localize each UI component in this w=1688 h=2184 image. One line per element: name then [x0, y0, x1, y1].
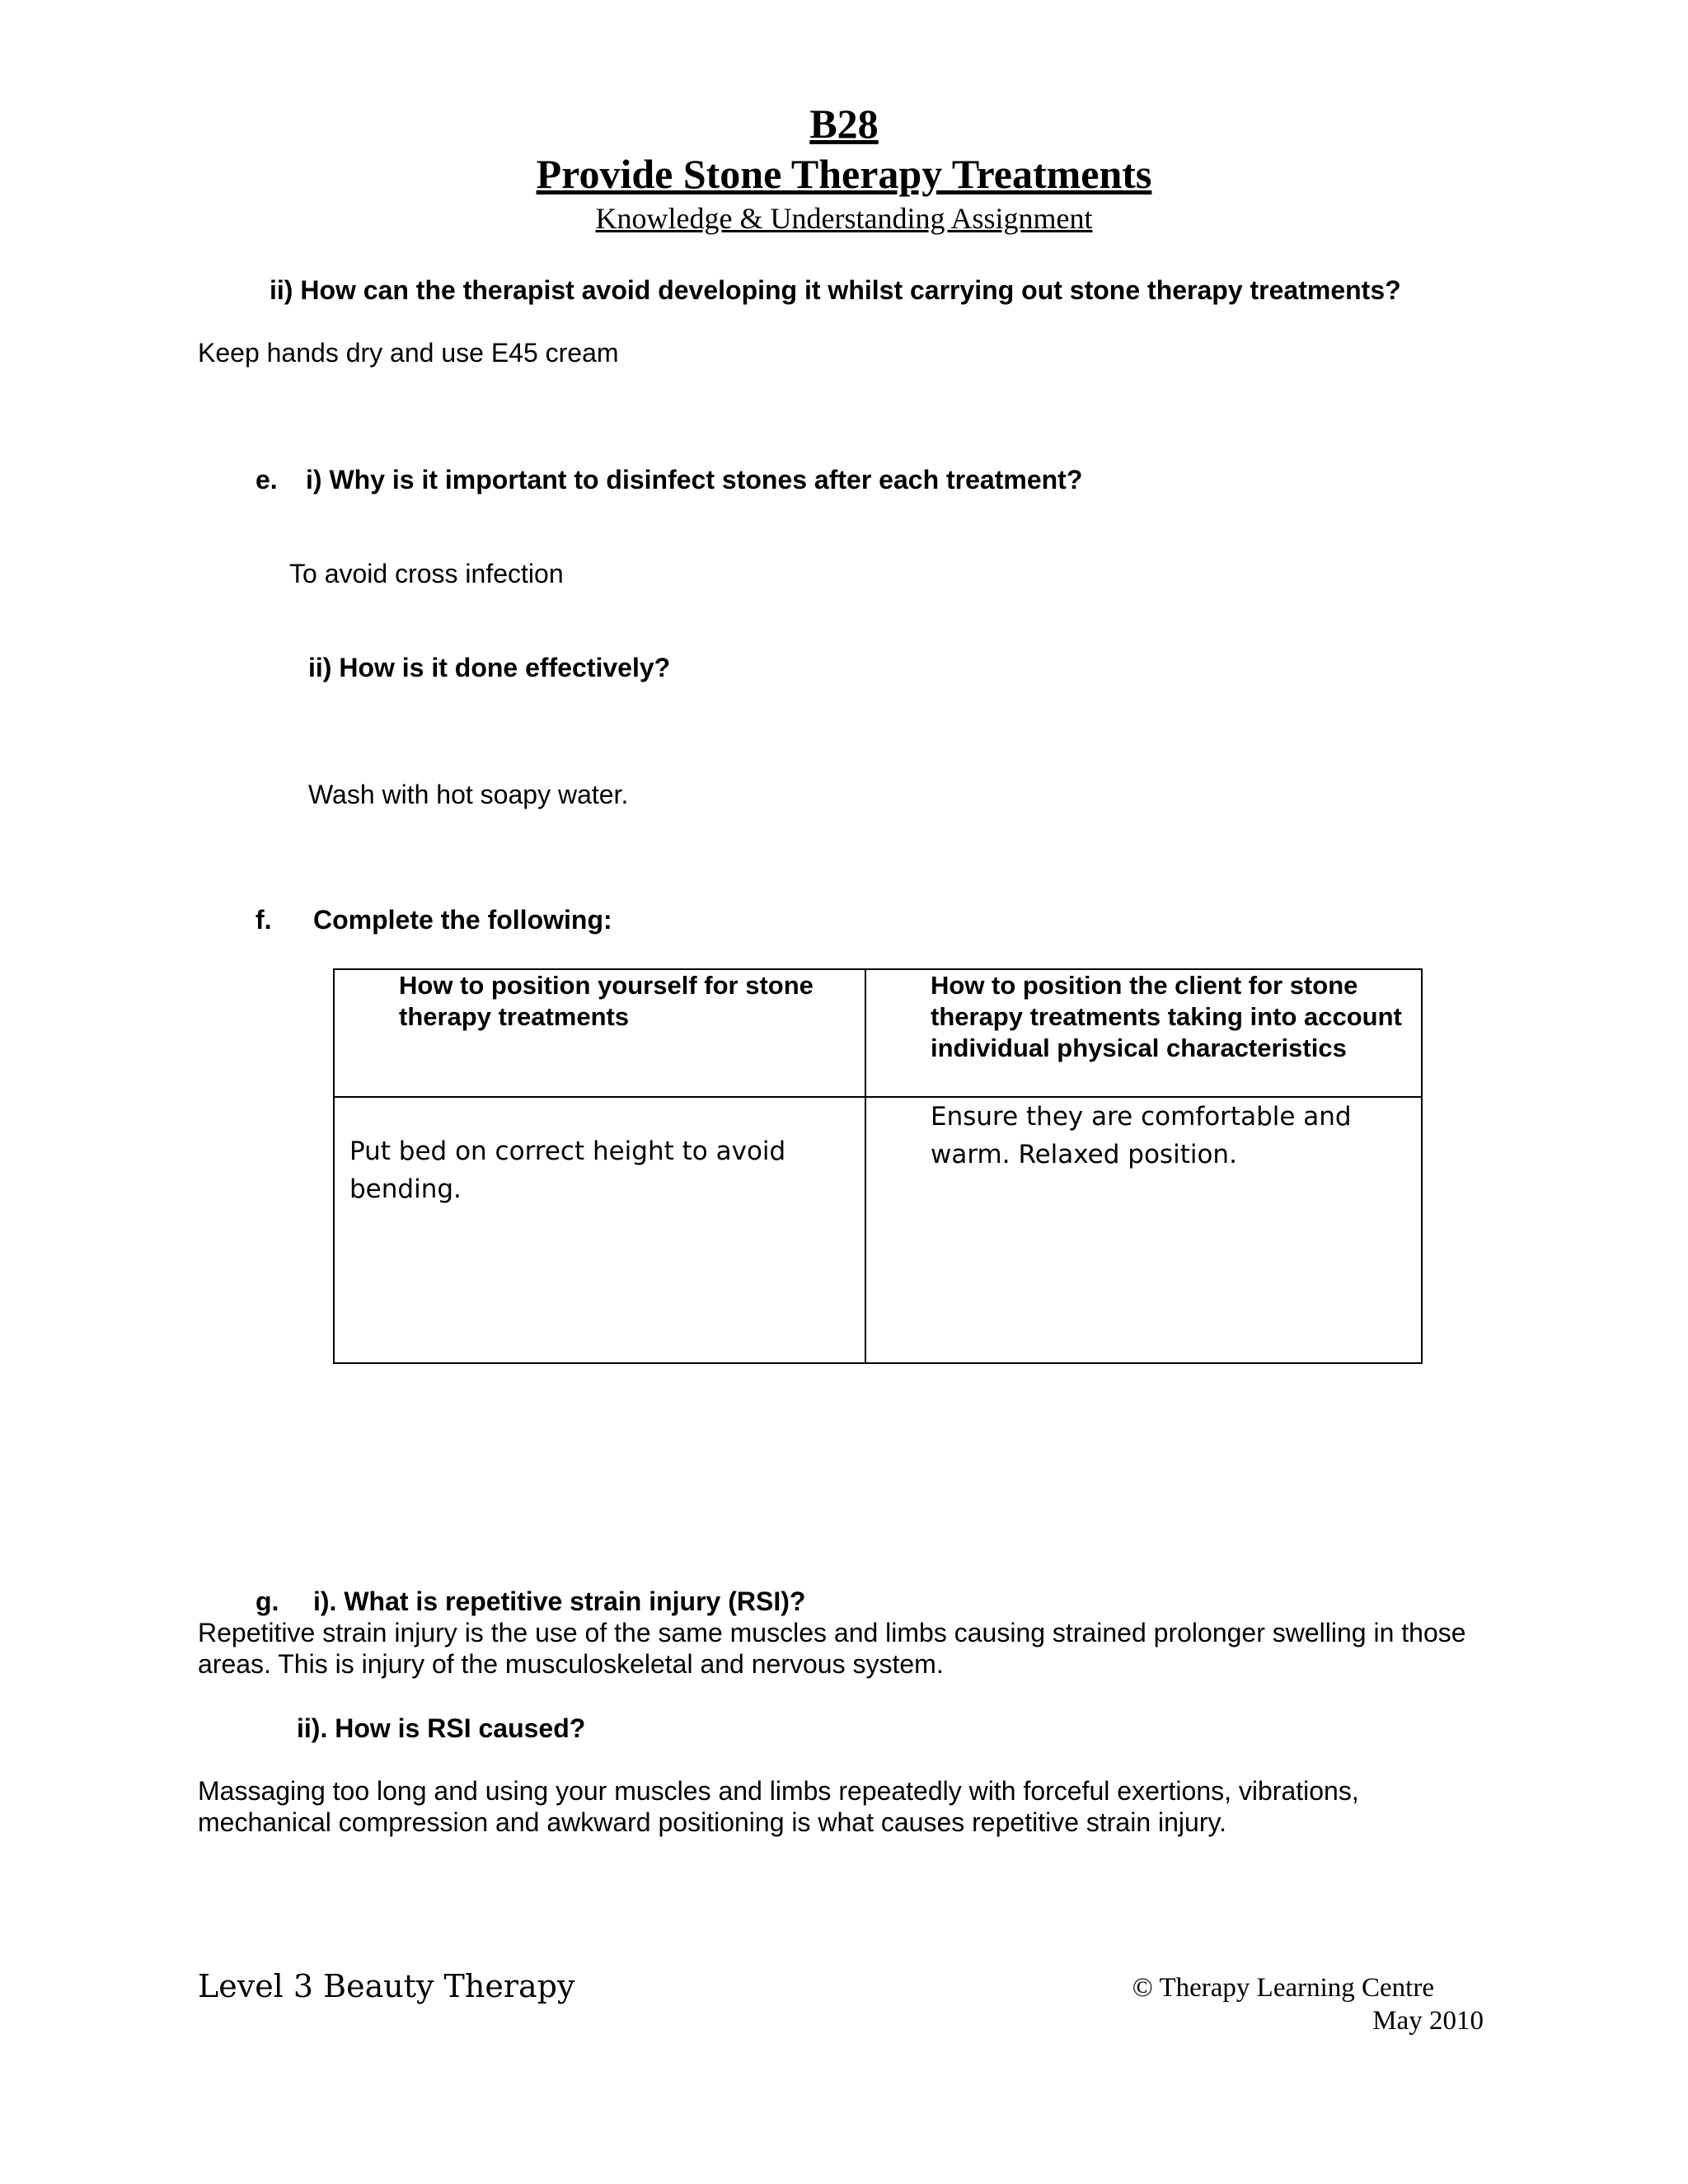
answer-client-positioning: Ensure they are comfortable and warm. Relaxed position.	[931, 1102, 1352, 1169]
answer-g-ii: Massaging too long and using your muscles and limbs repeatedly with forceful exertions, vibrations, mechanical compression and awkward positioning is what causes repetitive strain injury.	[198, 1776, 1359, 1837]
question-f-letter: f.	[256, 905, 272, 935]
answer-self-positioning: Put bed on correct height to avoid bending.	[349, 1137, 786, 1204]
question-g-letter: g.	[256, 1586, 279, 1616]
question-g-i: i). What is repetitive strain injury (RSI)?	[313, 1586, 806, 1616]
footer-course: Level 3 Beauty Therapy	[198, 1968, 575, 2004]
table-header-row	[334, 969, 1422, 1097]
answer-e-i: To avoid cross infection	[289, 559, 564, 588]
footer-date: May 2010	[1372, 2006, 1484, 2036]
question-d-ii: ii) How can the therapist avoid developing it whilst carrying out stone therapy treatments?	[270, 275, 1401, 305]
question-e-letter: e.	[256, 465, 278, 494]
document-code: B28	[809, 101, 879, 147]
table-header-cell	[334, 969, 865, 1097]
table-cell	[865, 1097, 1422, 1363]
table-row	[334, 1097, 1422, 1363]
answer-e-ii: Wash with hot soapy water.	[308, 780, 629, 809]
answer-d-ii: Keep hands dry and use E45 cream	[198, 338, 619, 368]
question-e-i: i) Why is it important to disinfect stones after each treatment?	[306, 465, 1083, 494]
document-title: Provide Stone Therapy Treatments	[536, 151, 1152, 197]
positioning-table	[333, 968, 1423, 1364]
document-subtitle: Knowledge & Understanding Assignment	[595, 202, 1093, 235]
answer-g-i: Repetitive strain injury is the use of the same muscles and limbs causing strained prolonger swelling in those areas. This is injury of the musculoskeletal and nervous system.	[198, 1618, 1466, 1679]
footer-copyright: © Therapy Learning Centre	[1132, 1973, 1434, 2003]
table-cell	[334, 1097, 865, 1363]
header-client-positioning: How to position the client for stone therapy treatments taking into account individual physical characteristics	[931, 971, 1402, 1062]
header-self-positioning: How to position yourself for stone therapy treatments	[399, 971, 814, 1031]
table-header-cell	[865, 969, 1422, 1097]
question-e-ii: ii) How is it done effectively?	[308, 653, 671, 682]
question-g-ii: ii). How is RSI caused?	[297, 1713, 586, 1743]
question-f-instruction: Complete the following:	[313, 905, 612, 935]
